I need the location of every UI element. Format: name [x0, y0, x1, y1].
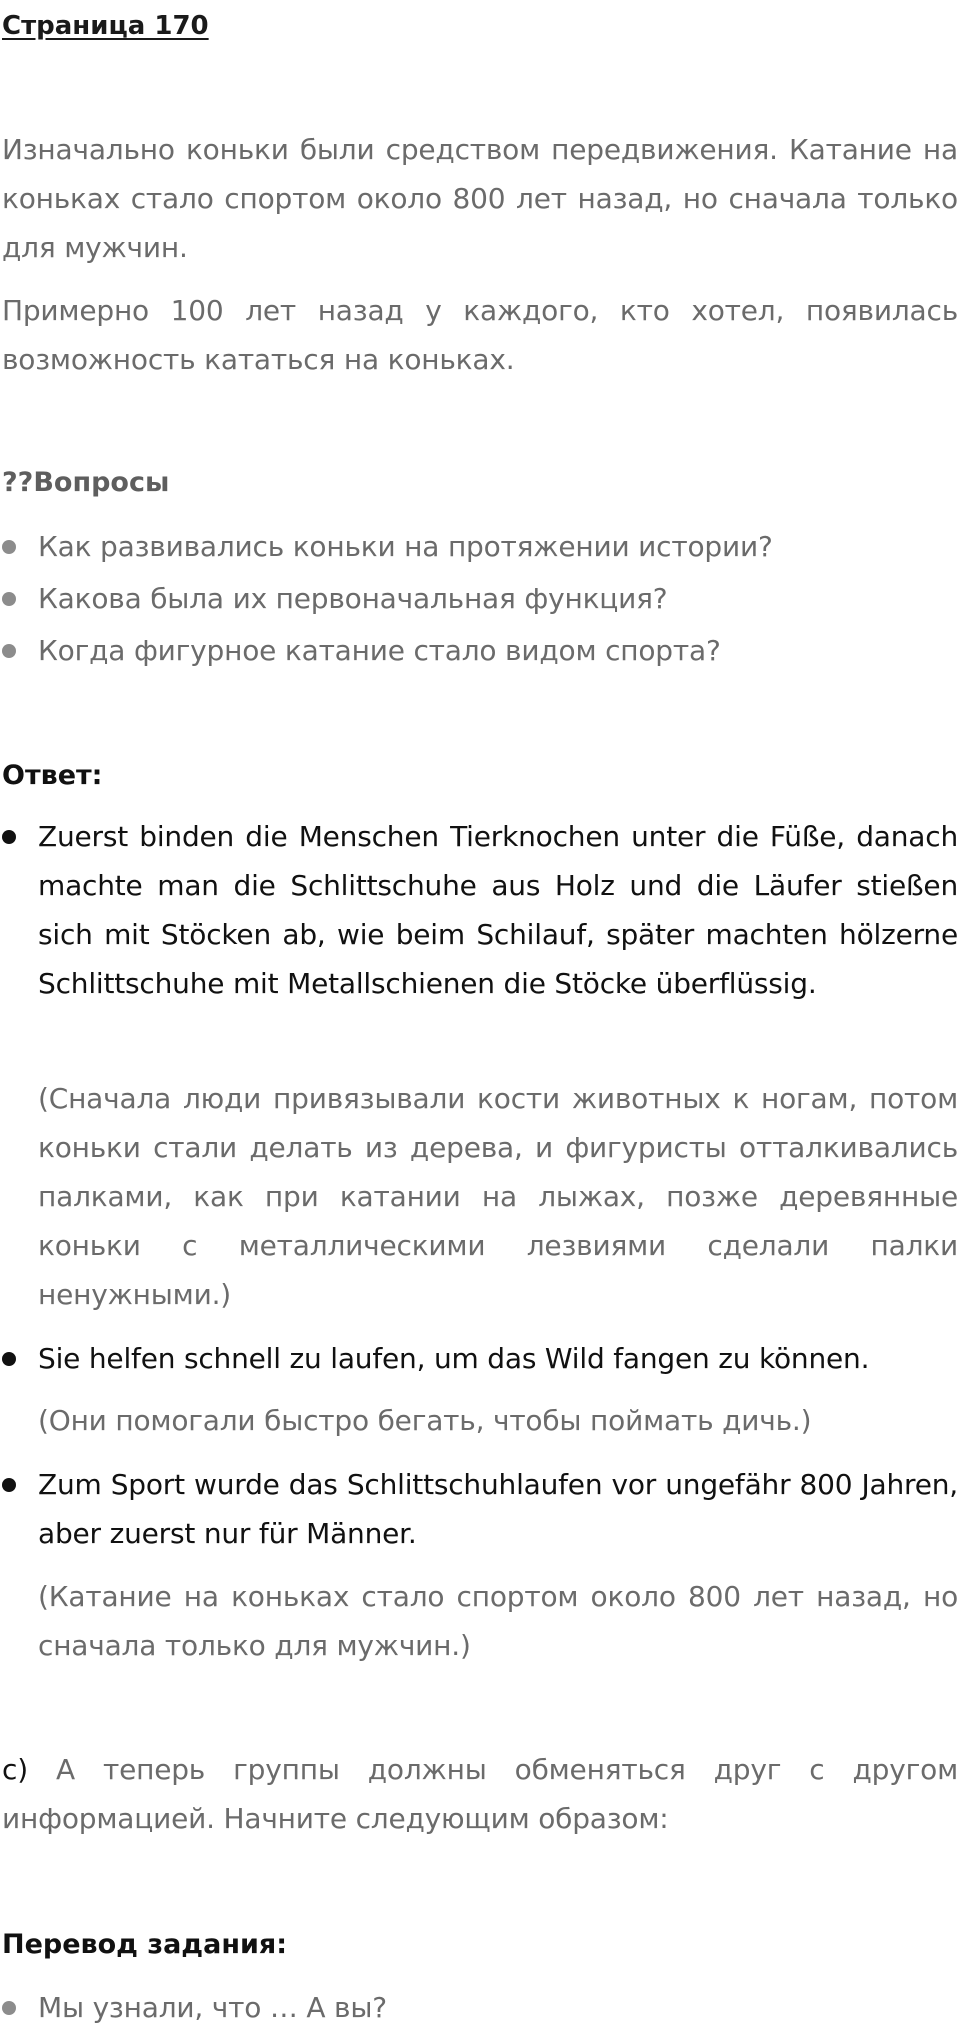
- bullet-icon: [2, 1352, 16, 1366]
- page-title: Страница 170: [2, 11, 209, 41]
- answer-item-russian: (Они помогали быстро бегать, чтобы поймать дичь.): [38, 1404, 812, 1437]
- translation-heading: Перевод задания:: [2, 1929, 288, 1960]
- task-c-text: А теперь группы должны обменяться друг с другом информацией. Начните следующим образом:: [2, 1753, 958, 1835]
- answer-item-russian: (Сначала люди привязывали кости животных к ногам, потом коньки стали делать из дерева, и фигуристы отталкивались палками, как при катании на лыжах, позже деревянные коньки с металлическими лезвиями сделали палки ненужными.): [38, 1082, 958, 1311]
- bullet-icon: [2, 1478, 16, 1492]
- questions-heading: ??Вопросы: [2, 467, 170, 498]
- task-letter: c): [2, 1753, 28, 1786]
- bullet-icon: [2, 2001, 16, 2015]
- answer-item-german: Sie helfen schnell zu laufen, um das Wild fangen zu können.: [38, 1342, 870, 1375]
- bullet-icon: [2, 830, 16, 844]
- answer-item-german: Zuerst binden die Menschen Tierknochen unter die Füße, danach machte man die Schlittschuhe aus Holz und die Läufer stießen sich mit Stöcken ab, wie beim Schilauf, später machten hölzerne Schlittschuhe mit Metallschienen die Stöcke überflüssig.: [38, 820, 958, 1000]
- answer-item-german: Zum Sport wurde das Schlittschuhlaufen vor ungefähr 800 Jahren, aber zuerst nur für Männer.: [38, 1468, 958, 1550]
- answer-item-russian: (Катание на коньках стало спортом около 800 лет назад, но сначала только для мужчин.): [38, 1580, 958, 1662]
- task-c-paragraph: [2, 1745, 958, 1843]
- bullet-icon: [2, 540, 16, 554]
- translation-item: Мы узнали, что … А вы?: [38, 1991, 387, 2024]
- question-item: Когда фигурное катание стало видом спорта?: [38, 634, 721, 667]
- bullet-icon: [2, 644, 16, 658]
- answer-heading: Ответ:: [2, 760, 103, 791]
- intro-paragraph-2: Примерно 100 лет назад у каждого, кто хотел, появилась возможность кататься на коньках.: [2, 294, 958, 376]
- intro-paragraph-1: Изначально коньки были средством передвижения. Катание на коньках стало спортом около 800 лет назад, но сначала только для мужчин.: [2, 133, 958, 264]
- question-item: Как развивались коньки на протяжении истории?: [38, 530, 773, 563]
- bullet-icon: [2, 592, 16, 606]
- question-item: Какова была их первоначальная функция?: [38, 582, 668, 615]
